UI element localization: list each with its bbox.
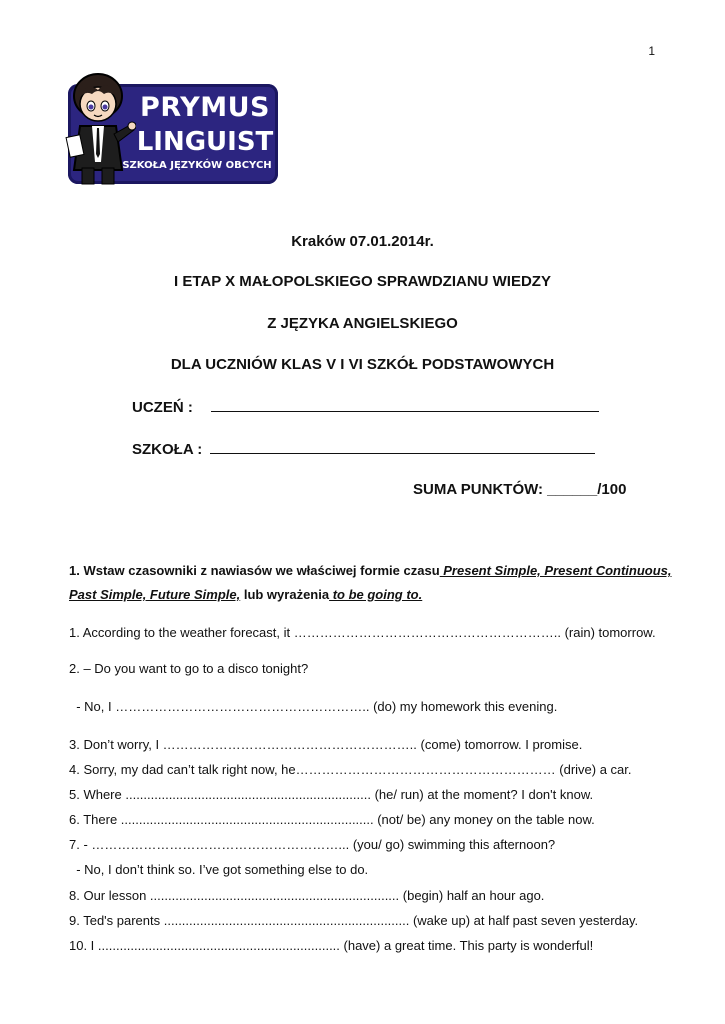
- total-points: SUMA PUNKTÓW: ______/100: [413, 481, 627, 498]
- exam-title-line3: DLA UCZNIÓW KLAS V I VI SZKÓŁ PODSTAWOWYCH: [170, 356, 555, 373]
- exercise-item: 2. – Do you want to go to a disco tonight?: [69, 661, 309, 676]
- student-name-blank[interactable]: [211, 397, 599, 412]
- exercise-instruction-line2: [69, 587, 422, 602]
- exercise-item: 1. According to the weather forecast, it …………………………………………………….. (rain) tomorrow.: [69, 625, 656, 640]
- exercise-item: - No, I ………………………………………………….. (do) my homework this evening.: [69, 699, 558, 714]
- instruction-tenses-2: Past Simple, Future Simple,: [69, 587, 241, 602]
- exercise-item: - No, I don’t think so. I’ve got something else to do.: [69, 862, 369, 877]
- page-number: 1: [648, 44, 655, 58]
- instruction-text: 1. Wstaw czasowniki z nawiasów we właściwej formie czasu: [69, 563, 440, 578]
- exercise-item: 5. Where .................................................................... (he/ run) at the moment? I don't know.: [69, 787, 594, 802]
- exercise-item: 9. Ted's parents .................................................................... (wake up) at half past seven yesterday.: [69, 913, 639, 928]
- exam-title-line1: I ETAP X MAŁOPOLSKIEGO SPRAWDZIANU WIEDZY: [174, 273, 551, 290]
- exercise-item: 6. There ...................................................................... (not/ be) any money on the table now.: [69, 812, 595, 827]
- logo-subtitle: SZKOŁA JĘZYKÓW OBCYCH: [122, 160, 272, 171]
- instruction-going-to: to be going to.: [329, 587, 423, 602]
- school-field: [132, 439, 595, 458]
- exercise-item: 10. I ................................................................... (have) a great time. This party is wonderful!: [69, 938, 594, 953]
- exercise-instruction-line1: [69, 563, 672, 578]
- school-name-blank[interactable]: [210, 439, 595, 454]
- instruction-tenses-1: Present Simple, Present Continuous,: [439, 563, 672, 578]
- exam-title-line2: Z JĘZYKA ANGIELSKIEGO: [267, 315, 458, 332]
- exercise-item: 7. - …………………………………………………... (you/ go) swimming this afternoon?: [69, 837, 556, 852]
- exercise-item: 3. Don’t worry, I ………………………………………………….. (come) tomorrow. I promise.: [69, 737, 583, 752]
- logo-title-line2: LINGUIST: [136, 127, 274, 157]
- instruction-text-2: lub wyrażenia: [240, 587, 330, 602]
- student-field: [132, 397, 599, 416]
- logo-title-line1: PRYMUS: [140, 92, 270, 123]
- exercise-item: 4. Sorry, my dad can’t talk right now, he…………………………………………………… (drive) a car.: [69, 762, 632, 777]
- school-label: SZKOŁA :: [132, 441, 203, 458]
- document-date: Kraków 07.01.2014r.: [291, 233, 434, 250]
- school-logo: [68, 84, 278, 184]
- student-label: UCZEŃ :: [132, 399, 193, 416]
- exercise-item: 8. Our lesson ..................................................................... (begin) half an hour ago.: [69, 888, 545, 903]
